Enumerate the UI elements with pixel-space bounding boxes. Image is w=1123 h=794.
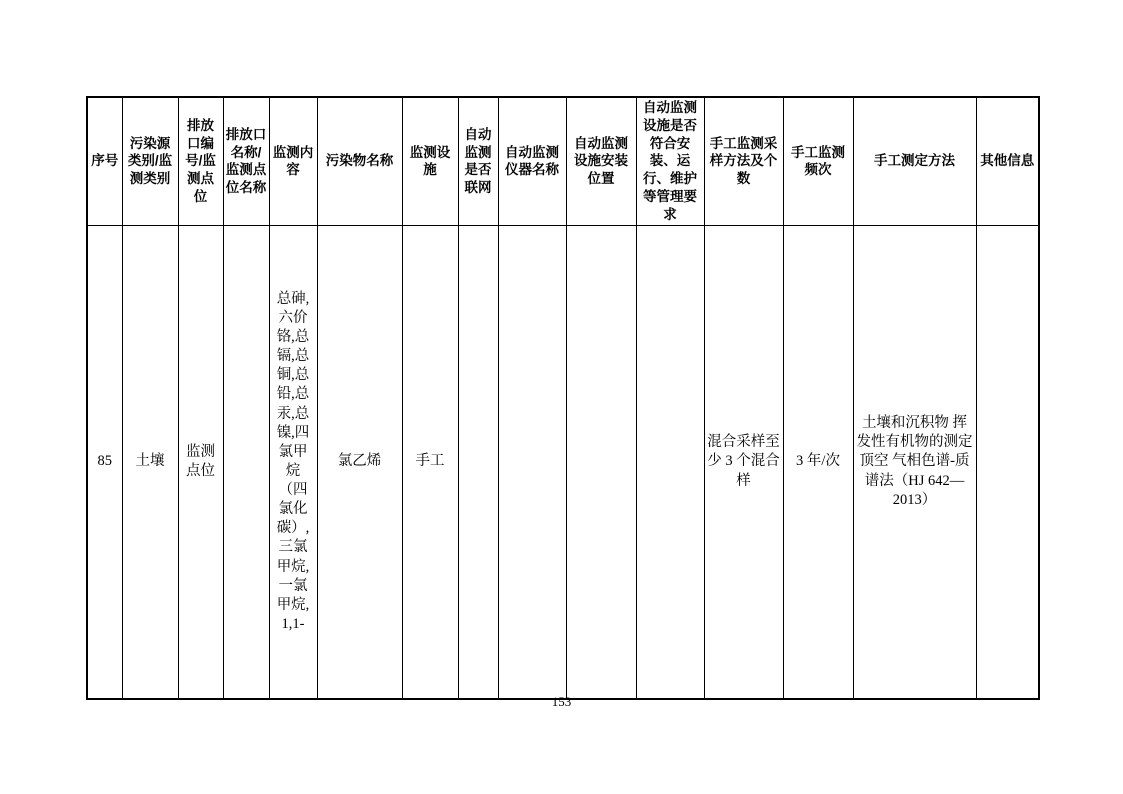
header-auto-monitoring-networked: 自动监测是否联网 bbox=[458, 97, 498, 225]
cell-pollutant-name: 氯乙烯 bbox=[317, 225, 402, 699]
header-serial-number: 序号 bbox=[87, 97, 122, 225]
cell-auto-instrument-name bbox=[498, 225, 566, 699]
header-pollution-source-category: 污染源类别/监测类别 bbox=[122, 97, 178, 225]
cell-pollution-source-category: 土壤 bbox=[122, 225, 178, 699]
header-auto-install-location: 自动监测设施安装位置 bbox=[566, 97, 636, 225]
page-number: 153 bbox=[551, 694, 572, 709]
header-other-info: 其他信息 bbox=[976, 97, 1039, 225]
header-outlet-name-monitoring-point-name: 排放口名称/监测点位名称 bbox=[223, 97, 269, 225]
cell-monitoring-content: 总砷,六价铬,总镉,总铜,总铅,总汞,总镍,四氯甲烷（四氯化碳）,三氯甲烷,一氯甲烷,1,1- bbox=[269, 225, 317, 699]
header-pollutant-name: 污染物名称 bbox=[317, 97, 402, 225]
cell-manual-determination-method: 土壤和沉积物 挥发性有机物的测定 顶空 气相色谱-质谱法（HJ 642—2013） bbox=[853, 225, 976, 699]
table-row bbox=[87, 225, 1039, 699]
cell-manual-sampling-method-count: 混合采样至少 3 个混合样 bbox=[704, 225, 783, 699]
header-manual-sampling-method-count: 手工监测采样方法及个数 bbox=[704, 97, 783, 225]
header-manual-monitoring-frequency: 手工监测频次 bbox=[783, 97, 853, 225]
cell-auto-monitoring-networked bbox=[458, 225, 498, 699]
self-monitoring-table bbox=[86, 96, 1040, 700]
header-auto-instrument-name: 自动监测仪器名称 bbox=[498, 97, 566, 225]
cell-outlet-name bbox=[223, 225, 269, 699]
header-outlet-id-monitoring-point: 排放口编号/监测点位 bbox=[178, 97, 223, 225]
header-monitoring-content: 监测内容 bbox=[269, 97, 317, 225]
cell-serial-number: 85 bbox=[87, 225, 122, 699]
cell-auto-compliance bbox=[636, 225, 704, 699]
header-auto-compliance-requirements: 自动监测设施是否符合安装、运行、维护等管理要求 bbox=[636, 97, 704, 225]
cell-auto-install-location bbox=[566, 225, 636, 699]
cell-other-info bbox=[976, 225, 1039, 699]
cell-outlet-id-monitoring-point: 监测点位 bbox=[178, 225, 223, 699]
header-manual-determination-method: 手工测定方法 bbox=[853, 97, 976, 225]
header-monitoring-facility: 监测设施 bbox=[402, 97, 458, 225]
table-header-row bbox=[87, 97, 1039, 225]
cell-manual-monitoring-frequency: 3 年/次 bbox=[783, 225, 853, 699]
cell-monitoring-facility: 手工 bbox=[402, 225, 458, 699]
